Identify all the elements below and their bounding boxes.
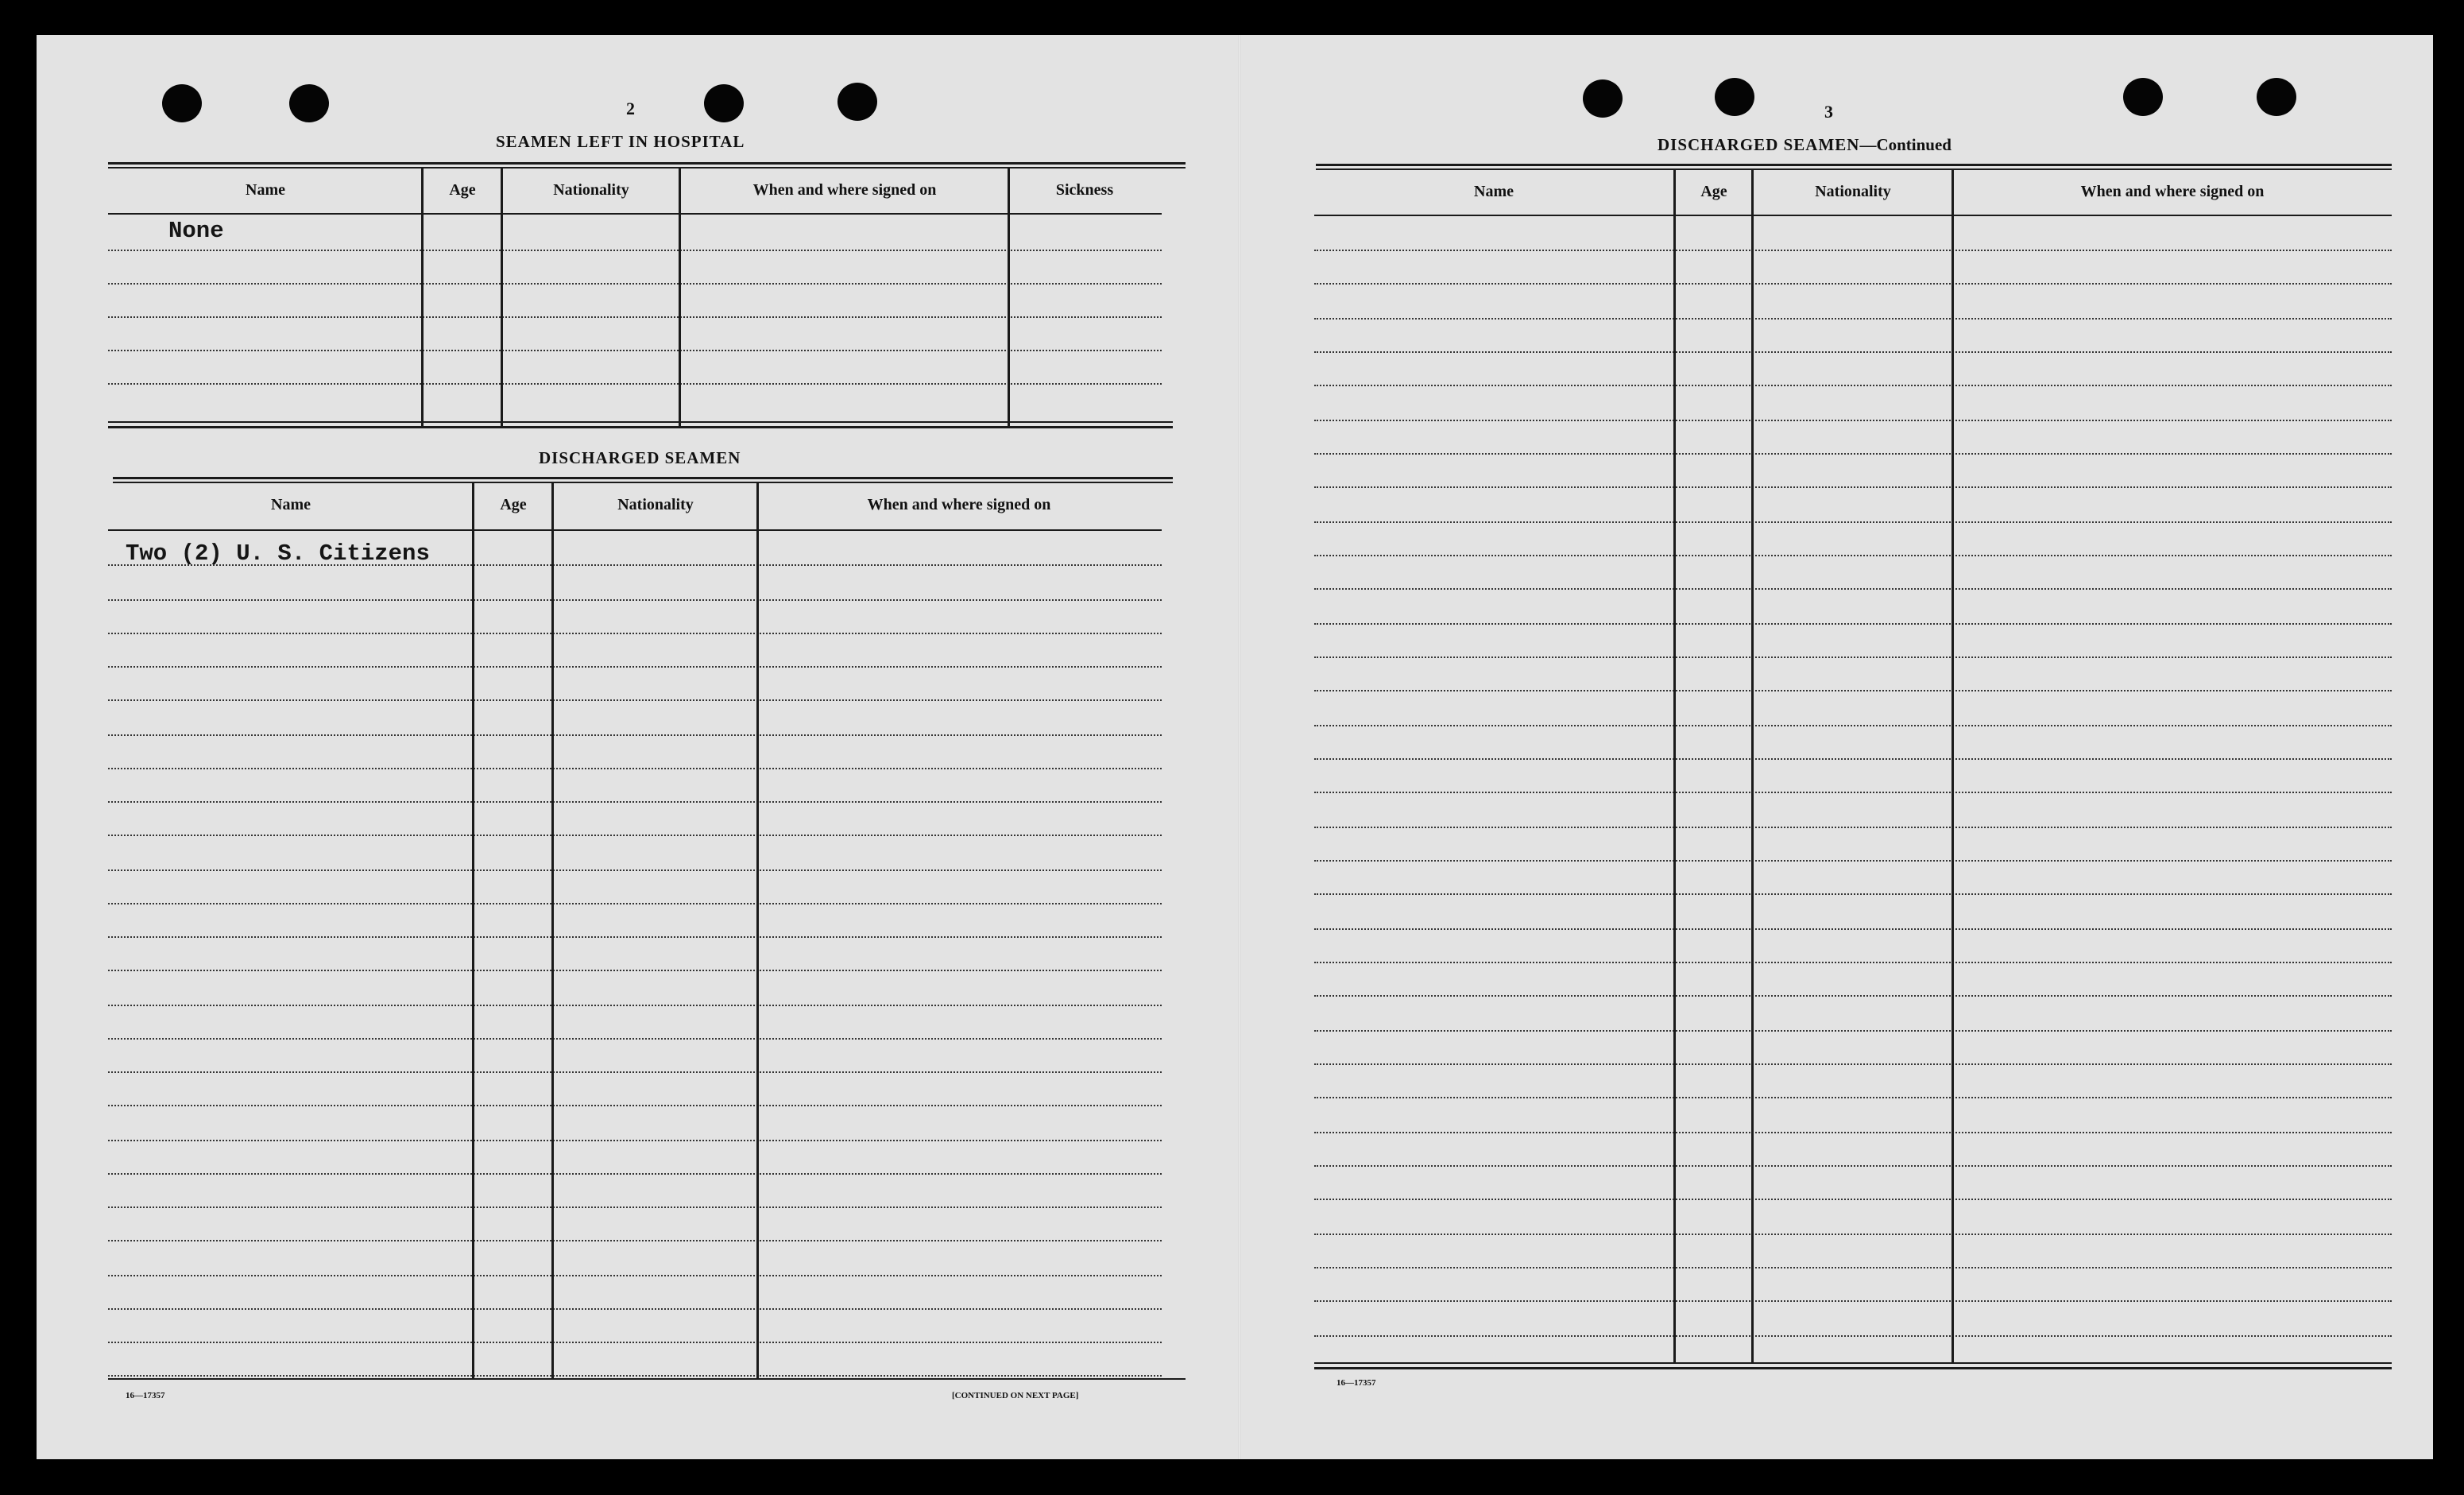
hospital-section-title: SEAMEN LEFT IN HOSPITAL bbox=[496, 132, 745, 151]
punch-hole bbox=[2123, 78, 2163, 116]
discharged-col-age-header: Age bbox=[500, 496, 527, 513]
punch-hole bbox=[1715, 78, 1754, 116]
form-number-left: 16—17357 bbox=[126, 1391, 165, 1400]
page-number-right: 3 bbox=[1824, 102, 1833, 122]
punch-hole bbox=[2257, 78, 2296, 116]
discharged-top-rule bbox=[113, 477, 1173, 479]
hospital-top-rule bbox=[108, 162, 1186, 165]
hospital-entry-name: None bbox=[168, 218, 224, 244]
discharged-col-signed-on-header: When and where signed on bbox=[867, 496, 1051, 513]
punch-hole bbox=[837, 83, 877, 121]
punch-hole bbox=[704, 84, 744, 122]
page-number-left: 2 bbox=[626, 99, 635, 118]
discharged-continued-title-main: DISCHARGED SEAMEN bbox=[1657, 135, 1860, 154]
right-top-rule bbox=[1316, 164, 2392, 166]
discharged-section-title: DISCHARGED SEAMEN bbox=[539, 448, 741, 467]
hospital-col-sickness-header: Sickness bbox=[1055, 181, 1114, 199]
discharged-continued-title bbox=[1657, 135, 1951, 155]
right-bottom-rule bbox=[1314, 1367, 2392, 1369]
discharged-col-nationality-header: Nationality bbox=[617, 496, 694, 513]
punch-hole bbox=[162, 84, 202, 122]
hospital-col-nationality-header: Nationality bbox=[553, 181, 629, 199]
hospital-col-signed-on-header: When and where signed on bbox=[752, 181, 937, 199]
right-col-signed-on-header: When and where signed on bbox=[2080, 183, 2265, 200]
page-fold bbox=[1238, 35, 1241, 1459]
form-sheet bbox=[37, 35, 2433, 1459]
discharged-col-name-header: Name bbox=[271, 496, 311, 513]
discharged-continued-suffix: —Continued bbox=[1859, 135, 1951, 154]
discharged-entry-name: Two (2) U. S. Citizens bbox=[126, 540, 430, 567]
hospital-col-age-header: Age bbox=[449, 181, 476, 199]
hospital-col-name-header: Name bbox=[246, 181, 285, 199]
right-col-nationality-header: Nationality bbox=[1815, 183, 1891, 200]
discharged-bottom-rule bbox=[108, 1378, 1186, 1380]
continued-note: [CONTINUED ON NEXT PAGE] bbox=[952, 1391, 1079, 1400]
right-col-age-header: Age bbox=[1700, 183, 1727, 200]
punch-hole bbox=[1583, 79, 1623, 118]
hospital-bottom-rule bbox=[108, 426, 1173, 428]
punch-hole bbox=[289, 84, 329, 122]
right-col-name-header: Name bbox=[1474, 183, 1514, 200]
form-number-right: 16—17357 bbox=[1336, 1378, 1376, 1388]
